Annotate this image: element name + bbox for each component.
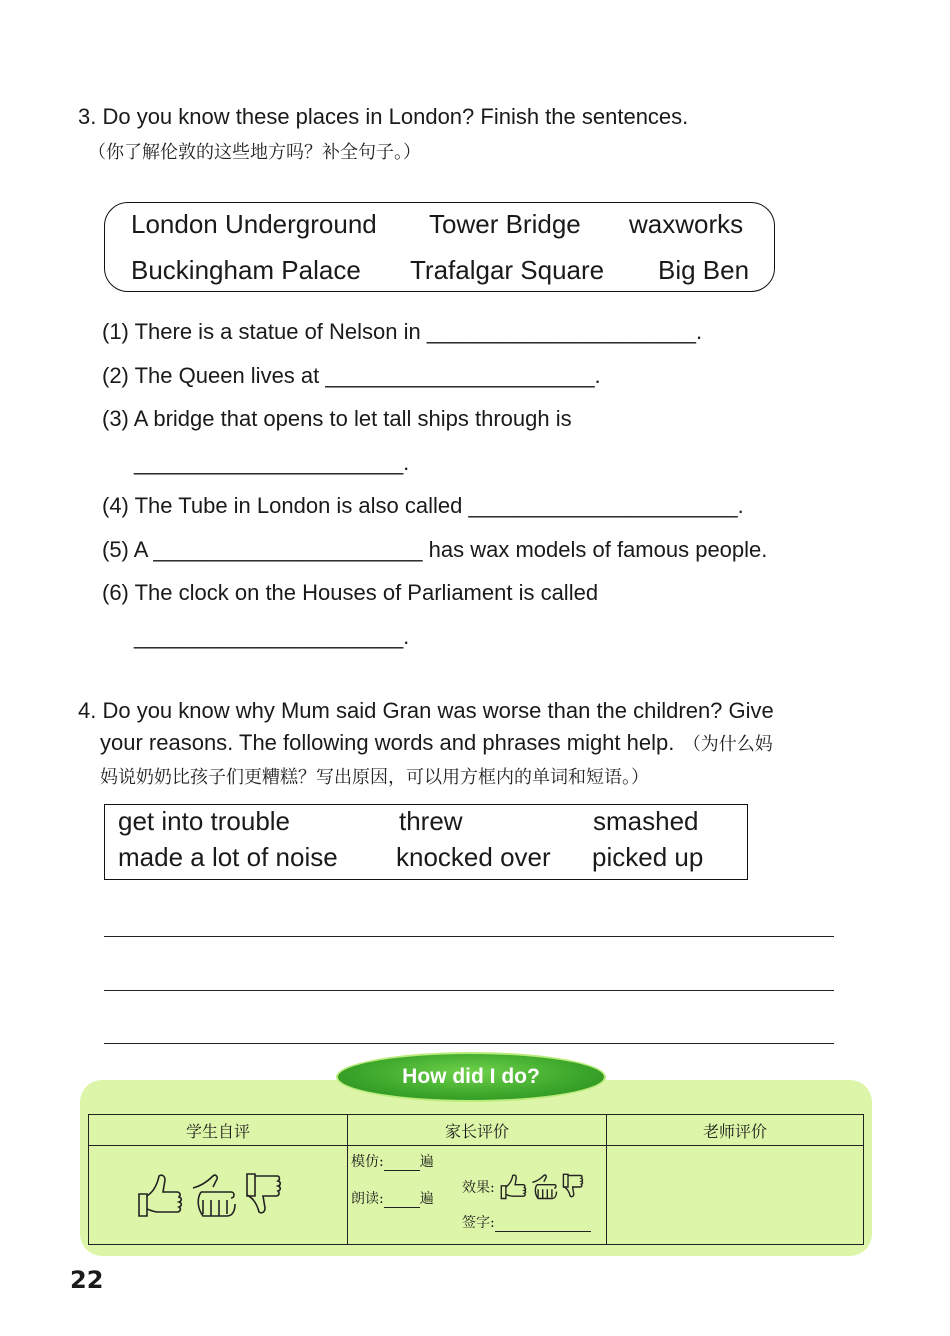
- q4-line-2-en: your reasons. The following words and phrases might help.: [100, 730, 675, 755]
- q4-word-box: [104, 804, 748, 880]
- read-times: 遍: [419, 1191, 434, 1207]
- evaluation-table: [88, 1114, 864, 1245]
- header-parent-eval: 家长评价: [348, 1115, 607, 1146]
- effect-row: [462, 1172, 591, 1202]
- answer-line[interactable]: [104, 1043, 834, 1044]
- word-option: waxworks: [629, 209, 744, 239]
- thumbs-up-icon: [501, 1175, 525, 1198]
- sign-row: [462, 1212, 591, 1232]
- read-row: [351, 1188, 434, 1208]
- imitate-label: 模仿:: [351, 1154, 384, 1170]
- q3-subtitle: （你了解伦敦的这些地方吗？补全句子。）: [88, 142, 421, 163]
- imitate-count-field[interactable]: [384, 1154, 420, 1171]
- word-option: Tower Bridge: [429, 209, 581, 239]
- header-teacher-eval: 老师评价: [607, 1115, 864, 1146]
- thumbs-down-icon: [563, 1174, 582, 1196]
- imitate-times: 遍: [419, 1154, 434, 1170]
- imitate-row: [351, 1151, 434, 1171]
- answer-line[interactable]: [104, 936, 834, 937]
- parent-eval-cell: [348, 1146, 607, 1245]
- word-option: Trafalgar Square: [410, 255, 605, 285]
- q3-item-3-blank: ______________________.: [134, 450, 410, 475]
- ok-hand-icon: [193, 1175, 235, 1216]
- how-did-i-do-badge: How did I do?: [336, 1052, 606, 1102]
- thumbs-up-icon: [139, 1175, 181, 1216]
- ok-hand-icon: [532, 1175, 556, 1198]
- q3-item-6: (6) The clock on the Houses of Parliament is called: [102, 580, 599, 605]
- page-number: 22: [70, 1266, 104, 1294]
- word-option: London Underground: [131, 209, 377, 239]
- teacher-eval-cell[interactable]: [607, 1146, 864, 1245]
- rating-hands-icons[interactable]: [135, 1170, 295, 1222]
- effect-rating-icons[interactable]: [499, 1172, 591, 1202]
- q4-line-2-cn: （为什么妈: [682, 734, 773, 755]
- word-option: knocked over: [396, 842, 551, 872]
- q3-title: 3. Do you know these places in London? Finish the sentences.: [78, 104, 689, 129]
- q4-line-3: 妈说奶奶比孩子们更糟糕？写出原因，可以用方框内的单词和短语。）: [100, 767, 649, 788]
- word-option: picked up: [592, 842, 704, 872]
- word-option: get into trouble: [118, 806, 291, 836]
- q3-word-box: [104, 202, 775, 292]
- q4-line-1: 4. Do you know why Mum said Gran was worse than the children? Give: [78, 698, 774, 723]
- answer-line[interactable]: [104, 990, 834, 991]
- sign-label: 签字:: [462, 1215, 495, 1231]
- self-eval-cell: [89, 1146, 348, 1245]
- q3-item-1: (1) There is a statue of Nelson in ______________________.: [102, 319, 703, 344]
- q3-item-3: (3) A bridge that opens to let tall ships through is: [102, 406, 572, 431]
- read-label: 朗读:: [351, 1191, 384, 1207]
- word-option: Big Ben: [658, 255, 750, 285]
- q3-item-4: (4) The Tube in London is also called ______________________.: [102, 493, 744, 518]
- signature-field[interactable]: [495, 1215, 591, 1232]
- effect-label: 效果:: [462, 1180, 495, 1196]
- q3-item-5: (5) A ______________________ has wax models of famous people.: [102, 537, 768, 562]
- q3-item-6-blank: ______________________.: [134, 624, 410, 649]
- header-self-eval: 学生自评: [89, 1115, 348, 1146]
- thumbs-down-icon: [247, 1174, 280, 1213]
- read-count-field[interactable]: [384, 1191, 420, 1208]
- word-option: threw: [399, 806, 463, 836]
- q4-line-2: [100, 730, 773, 756]
- word-option: smashed: [593, 806, 699, 836]
- word-option: made a lot of noise: [118, 842, 338, 872]
- word-option: Buckingham Palace: [131, 255, 361, 285]
- q3-item-2: (2) The Queen lives at ______________________.: [102, 363, 601, 388]
